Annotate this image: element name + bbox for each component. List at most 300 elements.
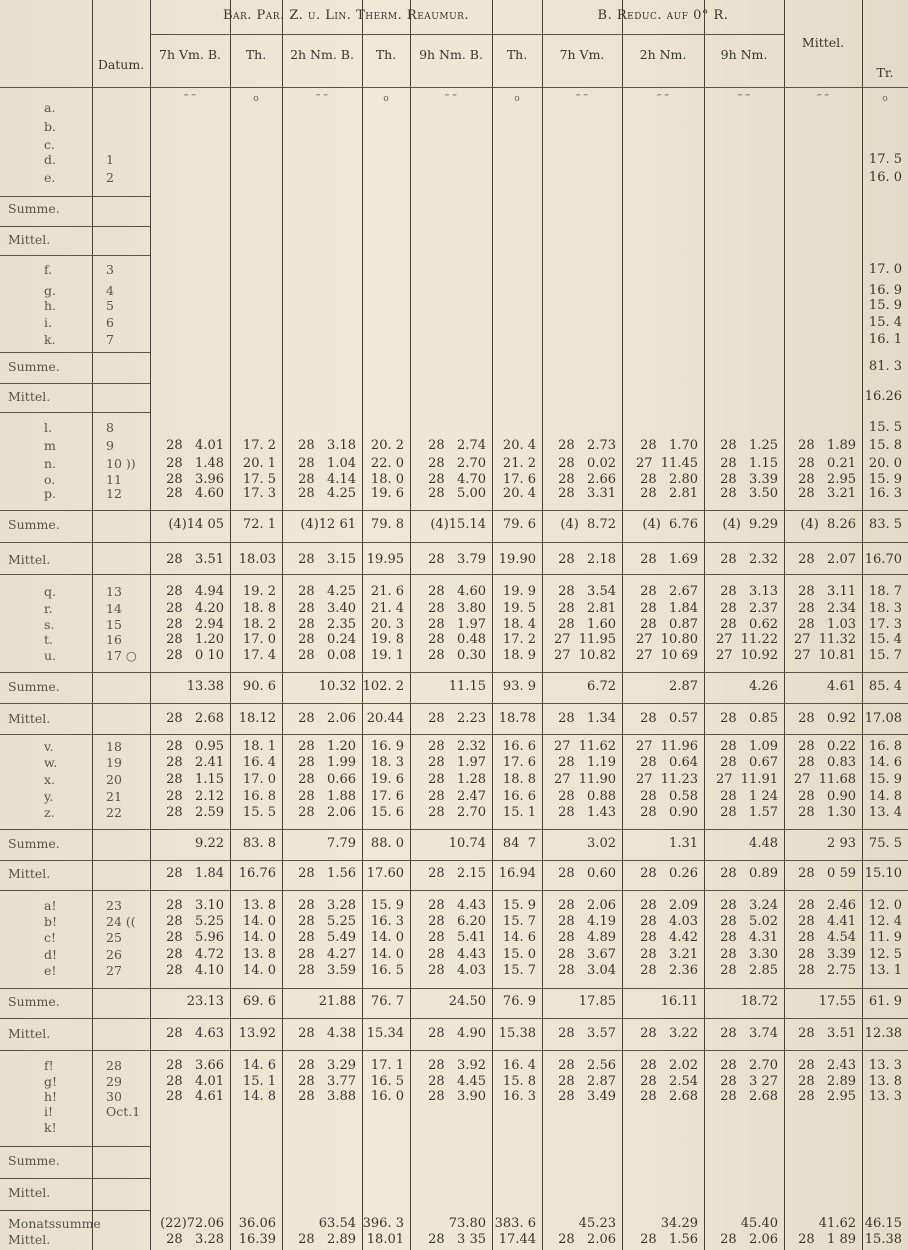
cell-value: 28 4.31 — [720, 930, 778, 945]
cell-value: 88. 0 — [370, 836, 404, 851]
cell-value: 21. 4 — [370, 601, 404, 616]
column-header: 7h Vm. — [559, 47, 605, 62]
cell-value: 28 1.15 — [166, 772, 224, 787]
cell-value: (4) 8.72 — [560, 517, 616, 532]
cell-value: 16. 6 — [502, 789, 536, 804]
cell-value: 28 3.66 — [166, 1058, 224, 1073]
cell-value: 17. 6 — [370, 789, 404, 804]
row-label: Summe. — [8, 201, 60, 216]
cell-value: 28 4.63 — [166, 1026, 224, 1041]
row-rule — [0, 542, 908, 543]
cell-value: 28 3.11 — [798, 584, 856, 599]
cell-value: 19.95 — [366, 552, 404, 567]
row-label: y. — [44, 789, 54, 804]
row-date: 27 — [106, 963, 122, 978]
cell-value: 28 2.15 — [428, 866, 486, 881]
row-date: 3 — [106, 262, 114, 277]
row-date: 10 )) — [106, 456, 136, 471]
cell-value: 15. 1 — [242, 1074, 276, 1089]
cell-value: 18.78 — [498, 711, 536, 726]
cell-value: 28 4.54 — [798, 930, 856, 945]
cell-value: 83. 5 — [868, 517, 902, 532]
row-date: 13 — [106, 584, 122, 599]
cell-value: 28 3.21 — [798, 486, 856, 501]
row-date: Oct.1 — [106, 1104, 141, 1119]
cell-value: 28 3.54 — [558, 584, 616, 599]
cell-value: 28 2.87 — [558, 1074, 616, 1089]
row-rule — [0, 226, 150, 227]
cell-value: 16. 6 — [502, 739, 536, 754]
cell-value: 28 1.25 — [720, 438, 778, 453]
cell-value: 20.44 — [366, 711, 404, 726]
cell-value: 28 2.73 — [558, 438, 616, 453]
row-date: 9 — [106, 438, 114, 453]
row-rule — [0, 1050, 908, 1051]
cell-value: 28 0.64 — [640, 755, 698, 770]
cell-value: 13. 3 — [868, 1058, 902, 1073]
cell-value: 18.03 — [238, 552, 276, 567]
cell-value: 28 3.79 — [428, 552, 486, 567]
cell-value: 10.74 — [448, 836, 486, 851]
cell-value: 28 2.89 — [298, 1232, 356, 1247]
row-date: 1 — [106, 152, 114, 167]
cell-value: 17. 3 — [868, 617, 902, 632]
cell-value: 18. 7 — [868, 584, 902, 599]
cell-value: 27 11.95 — [553, 632, 616, 647]
cell-value: 15. 7 — [868, 648, 902, 663]
header-mittel: Mittel. — [801, 35, 845, 50]
cell-value: 28 4.10 — [166, 963, 224, 978]
cell-value: 28 4.90 — [428, 1026, 486, 1041]
cell-value: 28 2.47 — [428, 789, 486, 804]
cell-value: 28 4.41 — [798, 914, 856, 929]
cell-value: 28 2.56 — [558, 1058, 616, 1073]
cell-value: 16. 5 — [370, 1074, 404, 1089]
cell-value: 28 3.80 — [428, 601, 486, 616]
cell-value: 28 2.80 — [640, 472, 698, 487]
cell-value: 28 1.60 — [558, 617, 616, 632]
cell-value: 28 1.69 — [640, 552, 698, 567]
cell-value: 28 5.02 — [720, 914, 778, 929]
cell-value: 15. 9 — [370, 898, 404, 913]
row-label: Mittel. — [8, 711, 51, 726]
cell-value: 28 0.30 — [428, 648, 486, 663]
cell-value: 17.60 — [366, 866, 404, 881]
cell-value: 28 4.19 — [558, 914, 616, 929]
cell-value: 102. 2 — [362, 679, 404, 694]
cell-value: 28 3.96 — [166, 472, 224, 487]
unit-mark: ‴ ‴ — [183, 94, 197, 104]
cell-value: 28 2.70 — [428, 805, 486, 820]
cell-value: 28 2.06 — [558, 1232, 616, 1247]
cell-value: 14. 0 — [242, 914, 276, 929]
cell-value: 28 0.21 — [798, 456, 856, 471]
cell-value: 28 0.58 — [640, 789, 698, 804]
cell-value: 28 3.74 — [720, 1026, 778, 1041]
cell-value: 28 1.88 — [298, 789, 356, 804]
row-label: z. — [44, 805, 55, 820]
cell-value: 15. 9 — [868, 472, 902, 487]
row-label: o. — [44, 472, 56, 487]
row-label: g! — [44, 1074, 58, 1089]
cell-value: 28 2.09 — [640, 898, 698, 913]
cell-value: 28 2.95 — [798, 1089, 856, 1104]
row-label: s. — [44, 617, 55, 632]
cell-value: 28 2.23 — [428, 711, 486, 726]
cell-value: 13. 8 — [242, 947, 276, 962]
cell-value: 28 3.04 — [558, 963, 616, 978]
cell-value: 28 2.12 — [166, 789, 224, 804]
cell-value: 17. 5 — [242, 472, 276, 487]
cell-value: 17. 0 — [242, 632, 276, 647]
row-rule — [0, 87, 908, 88]
cell-value: 28 2.67 — [640, 584, 698, 599]
row-date: 26 — [106, 947, 122, 962]
cell-value: 9.22 — [195, 836, 224, 851]
cell-value: (4) 9.29 — [722, 517, 778, 532]
unit-mark: ‴ ‴ — [816, 94, 830, 104]
cell-value: 28 3.29 — [298, 1058, 356, 1073]
row-label: c. — [44, 137, 55, 152]
cell-value: 16. 3 — [868, 486, 902, 501]
cell-value: 16.11 — [660, 994, 698, 1009]
cell-value: 7.79 — [327, 836, 356, 851]
cell-value: 15. 9 — [868, 298, 902, 313]
cell-value: (4)12 61 — [300, 517, 356, 532]
header-group-reduc: B. Reduc. auf 0° R. — [597, 8, 729, 23]
row-label: w. — [44, 755, 58, 770]
cell-value: 27 10.80 — [635, 632, 698, 647]
cell-value: 28 4.89 — [558, 930, 616, 945]
cell-value: 24.50 — [448, 994, 486, 1009]
cell-value: 28 0.67 — [720, 755, 778, 770]
cell-value: 19. 2 — [242, 584, 276, 599]
cell-value: 15. 6 — [370, 805, 404, 820]
cell-value: 28 4.25 — [298, 486, 356, 501]
cell-value: 15. 4 — [868, 632, 902, 647]
cell-value: 21.88 — [318, 994, 356, 1009]
row-date: 16 — [106, 632, 122, 647]
cell-value: 79. 8 — [370, 517, 404, 532]
cell-value: 28 2.02 — [640, 1058, 698, 1073]
row-label: d! — [44, 947, 58, 962]
cell-value: 28 3.51 — [166, 552, 224, 567]
row-date: 29 — [106, 1074, 122, 1089]
row-label: Mittel. — [8, 1232, 51, 1247]
row-label: Mittel. — [8, 1185, 51, 1200]
cell-value: 28 3.77 — [298, 1074, 356, 1089]
cell-value: 14. 0 — [242, 930, 276, 945]
row-label: m — [44, 438, 56, 453]
unit-mark: o — [383, 94, 389, 104]
row-date: 14 — [106, 601, 122, 616]
cell-value: 28 1.34 — [558, 711, 616, 726]
cell-value: 28 3.24 — [720, 898, 778, 913]
cell-value: 61. 9 — [868, 994, 902, 1009]
cell-value: 28 2.75 — [798, 963, 856, 978]
cell-value: 396. 3 — [362, 1216, 404, 1231]
row-label: Mittel. — [8, 389, 51, 404]
cell-value: 28 1.09 — [720, 739, 778, 754]
cell-value: 17.08 — [864, 711, 902, 726]
cell-value: 28 0.26 — [640, 866, 698, 881]
row-date: 17 ○ — [106, 648, 137, 663]
cell-value: 22. 0 — [370, 456, 404, 471]
cell-value: 17. 6 — [502, 755, 536, 770]
cell-value: 27 11.68 — [793, 772, 856, 787]
cell-value: 28 0.24 — [298, 632, 356, 647]
cell-value: 16. 1 — [868, 332, 902, 347]
row-date: 12 — [106, 486, 122, 501]
cell-value: 93. 9 — [502, 679, 536, 694]
row-label: l. — [44, 420, 52, 435]
row-label: a. — [44, 100, 56, 115]
column-header: 2h Nm. — [639, 47, 687, 62]
cell-value: 17.55 — [818, 994, 856, 1009]
cell-value: 28 1.89 — [798, 438, 856, 453]
cell-value: 28 0.02 — [558, 456, 616, 471]
cell-value: 15. 1 — [502, 805, 536, 820]
cell-value: 28 1.97 — [428, 755, 486, 770]
cell-value: 14. 8 — [242, 1089, 276, 1104]
cell-value: 28 4.60 — [428, 584, 486, 599]
row-label: Monatssumme — [8, 1216, 101, 1231]
column-header: Th. — [245, 47, 267, 62]
cell-value: 28 2.41 — [166, 755, 224, 770]
unit-mark: ‴ ‴ — [315, 94, 329, 104]
row-label: i. — [44, 315, 52, 330]
cell-value: 28 1.56 — [298, 866, 356, 881]
cell-value: 28 3.51 — [798, 1026, 856, 1041]
column-header: Th. — [506, 47, 528, 62]
cell-value: 28 1.57 — [720, 805, 778, 820]
cell-value: 17. 2 — [242, 438, 276, 453]
cell-value: 28 2.81 — [640, 486, 698, 501]
cell-value: 18.72 — [740, 994, 778, 1009]
cell-value: 1.31 — [669, 836, 698, 851]
cell-value: 4.61 — [827, 679, 856, 694]
cell-value: 14. 6 — [502, 930, 536, 945]
cell-value: 17. 2 — [502, 632, 536, 647]
cell-value: 28 1.30 — [798, 805, 856, 820]
cell-value: 15. 8 — [868, 438, 902, 453]
cell-value: 19.90 — [498, 552, 536, 567]
row-rule — [0, 1146, 150, 1147]
unit-mark: o — [514, 94, 520, 104]
cell-value: 28 0.08 — [298, 648, 356, 663]
cell-value: 28 2.06 — [720, 1232, 778, 1247]
cell-value: 18. 4 — [502, 617, 536, 632]
cell-value: 28 2.32 — [428, 739, 486, 754]
cell-value: 28 0.89 — [720, 866, 778, 881]
cell-value: 28 0.87 — [640, 617, 698, 632]
cell-value: 27 11.62 — [553, 739, 616, 754]
cell-value: 28 4.42 — [640, 930, 698, 945]
row-rule — [0, 196, 150, 197]
row-date: 18 — [106, 739, 122, 754]
cell-value: 28 4.20 — [166, 601, 224, 616]
row-date: 5 — [106, 298, 114, 313]
cell-value: 28 4.94 — [166, 584, 224, 599]
cell-value: 13. 1 — [868, 963, 902, 978]
cell-value: 16. 0 — [868, 170, 902, 185]
row-label: Summe. — [8, 679, 60, 694]
cell-value: 15.38 — [864, 1232, 902, 1247]
row-date: 22 — [106, 805, 122, 820]
cell-value: 28 2.34 — [798, 601, 856, 616]
cell-value: 28 2.06 — [558, 898, 616, 913]
cell-value: 85. 4 — [868, 679, 902, 694]
cell-value: 15.38 — [498, 1026, 536, 1041]
cell-value: 23.13 — [186, 994, 224, 1009]
cell-value: 27 10.92 — [715, 648, 778, 663]
row-date: 28 — [106, 1058, 122, 1073]
cell-value: 28 1.84 — [640, 601, 698, 616]
cell-value: 34.29 — [660, 1216, 698, 1231]
cell-value: 28 1.15 — [720, 456, 778, 471]
row-date: 25 — [106, 930, 122, 945]
cell-value: 79. 6 — [502, 517, 536, 532]
row-rule — [0, 1178, 150, 1179]
cell-value: 28 2.68 — [640, 1089, 698, 1104]
cell-value: 16.26 — [864, 389, 902, 404]
cell-value: 28 2.36 — [640, 963, 698, 978]
cell-value: 28 4.45 — [428, 1074, 486, 1089]
cell-value: 28 4.14 — [298, 472, 356, 487]
cell-value: 28 4.72 — [166, 947, 224, 962]
cell-value: 27 11.32 — [793, 632, 856, 647]
cell-value: 19. 9 — [502, 584, 536, 599]
row-rule — [0, 890, 908, 891]
cell-value: 15.34 — [366, 1026, 404, 1041]
cell-value: 28 0 10 — [166, 648, 224, 663]
cell-value: 28 2.95 — [798, 472, 856, 487]
row-label: h. — [44, 298, 57, 313]
cell-value: 28 5.96 — [166, 930, 224, 945]
row-label: t. — [44, 632, 53, 647]
cell-value: 16.76 — [238, 866, 276, 881]
cell-value: 19. 6 — [370, 772, 404, 787]
cell-value: 28 0.85 — [720, 711, 778, 726]
unit-mark: ‴ ‴ — [737, 94, 751, 104]
cell-value: 28 0.57 — [640, 711, 698, 726]
cell-value: 27 10.81 — [793, 648, 856, 663]
cell-value: 20. 4 — [502, 438, 536, 453]
row-label: f. — [44, 262, 53, 277]
cell-value: 18. 1 — [242, 739, 276, 754]
cell-value: 28 2.07 — [798, 552, 856, 567]
cell-value: 16.39 — [238, 1232, 276, 1247]
cell-value: 28 0.83 — [798, 755, 856, 770]
cell-value: 28 5.00 — [428, 486, 486, 501]
cell-value: 28 3.39 — [798, 947, 856, 962]
cell-value: (4) 8.26 — [800, 517, 856, 532]
cell-value: 17. 0 — [868, 262, 902, 277]
cell-value: 27 11.22 — [715, 632, 778, 647]
cell-value: 18. 8 — [242, 601, 276, 616]
row-rule — [0, 510, 908, 511]
row-date: 20 — [106, 772, 122, 787]
cell-value: 14. 0 — [370, 947, 404, 962]
cell-value: 16. 9 — [868, 283, 902, 298]
cell-value: 16. 9 — [370, 739, 404, 754]
cell-value: 28 2.66 — [558, 472, 616, 487]
cell-value: 28 2.06 — [298, 711, 356, 726]
row-date: 24 (( — [106, 914, 136, 929]
unit-mark: o — [253, 94, 259, 104]
cell-value: 28 4.43 — [428, 898, 486, 913]
cell-value: 15. 9 — [502, 898, 536, 913]
row-rule — [0, 672, 908, 673]
cell-value: 28 0 59 — [798, 866, 856, 881]
row-rule — [0, 255, 150, 256]
cell-value: 46.15 — [864, 1216, 902, 1231]
cell-value: 28 3.39 — [720, 472, 778, 487]
cell-value: 12. 4 — [868, 914, 902, 929]
group-rule — [542, 34, 784, 35]
cell-value: 28 5.25 — [298, 914, 356, 929]
cell-value: 28 4.38 — [298, 1026, 356, 1041]
cell-value: 28 2.94 — [166, 617, 224, 632]
cell-value: (4)14 05 — [168, 517, 224, 532]
row-label: p. — [44, 486, 56, 501]
cell-value: 28 4.70 — [428, 472, 486, 487]
cell-value: 28 1 89 — [798, 1232, 856, 1247]
row-date: 2 — [106, 170, 114, 185]
cell-value: 16. 4 — [242, 755, 276, 770]
cell-value: 13.38 — [186, 679, 224, 694]
cell-value: 18. 0 — [370, 472, 404, 487]
column-header: Th. — [375, 47, 397, 62]
cell-value: 15. 7 — [502, 963, 536, 978]
header-group-bar: Bar. Par. Z. u. Lin. Therm. Reaumur. — [222, 8, 470, 23]
row-rule — [0, 1210, 150, 1211]
cell-value: 20. 1 — [242, 456, 276, 471]
cell-value: 2.87 — [669, 679, 698, 694]
cell-value: 12. 5 — [868, 947, 902, 962]
row-label: x. — [44, 772, 56, 787]
cell-value: 15. 5 — [242, 805, 276, 820]
cell-value: 18. 3 — [868, 601, 902, 616]
cell-value: 28 0.95 — [166, 739, 224, 754]
row-label: k! — [44, 1120, 57, 1135]
cell-value: 20. 3 — [370, 617, 404, 632]
cell-value: 16. 3 — [370, 914, 404, 929]
cell-value: 28 1.03 — [798, 617, 856, 632]
cell-value: 15. 0 — [502, 947, 536, 962]
cell-value: 28 3.59 — [298, 963, 356, 978]
cell-value: 17.85 — [578, 994, 616, 1009]
cell-value: 20. 0 — [868, 456, 902, 471]
row-date: 15 — [106, 617, 122, 632]
cell-value: 28 0.62 — [720, 617, 778, 632]
cell-value: 2 93 — [827, 836, 856, 851]
row-label: a! — [44, 898, 57, 913]
cell-value: 28 3.10 — [166, 898, 224, 913]
cell-value: 28 2.68 — [720, 1089, 778, 1104]
cell-value: 28 1.70 — [640, 438, 698, 453]
cell-value: 75. 5 — [868, 836, 902, 851]
cell-value: 28 1.48 — [166, 456, 224, 471]
cell-value: 4.48 — [749, 836, 778, 851]
cell-value: 28 3.15 — [298, 552, 356, 567]
row-rule — [0, 574, 908, 575]
row-label: Mittel. — [8, 866, 51, 881]
cell-value: 72. 1 — [242, 517, 276, 532]
cell-value: 28 3.30 — [720, 947, 778, 962]
cell-value: 16. 8 — [242, 789, 276, 804]
cell-value: 84 7 — [502, 836, 536, 851]
